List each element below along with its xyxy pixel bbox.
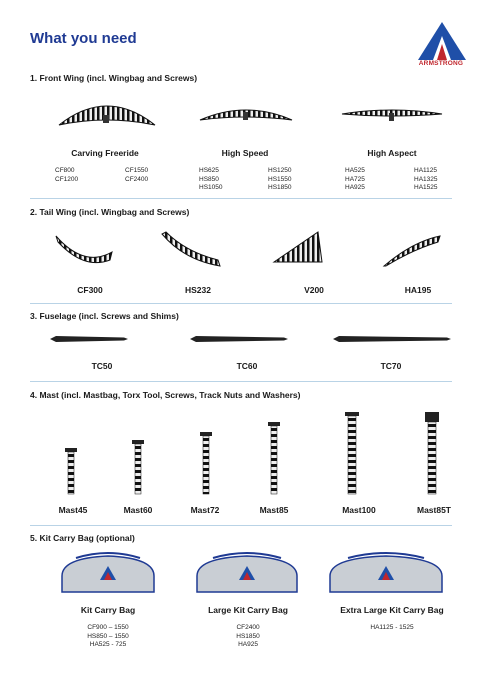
item-mast85t: Mast85T	[416, 505, 451, 515]
mast-85t-image	[425, 412, 439, 494]
large-kit-carry-bag-image	[193, 550, 301, 596]
front-wing-high-aspect-image	[340, 104, 444, 126]
item-tc50: TC50	[91, 361, 113, 371]
front-wing-carving-freeride-image	[57, 93, 157, 133]
item-high-speed: High Speed	[221, 148, 269, 158]
brand-name: ARMSTRONG	[418, 60, 464, 67]
page-title: What you need	[30, 30, 137, 47]
front-wing-high-speed-image	[198, 98, 294, 128]
item-mast72: Mast72	[190, 505, 220, 515]
mast-60-image	[132, 440, 144, 494]
tail-wing-ha195-image	[382, 232, 442, 268]
item-mast45: Mast45	[58, 505, 88, 515]
model-list: HS625 HS850 HS1050	[199, 167, 223, 191]
model-list: CF900 – 1550 HS850 – 1550 HA525 - 725	[87, 624, 129, 648]
mast-85-image	[268, 422, 280, 494]
item-tc60: TC60	[236, 361, 258, 371]
item-kit-carry-bag: Kit Carry Bag	[80, 605, 136, 615]
section-tail-wing-title: 2. Tail Wing (incl. Wingbag and Screws)	[30, 207, 190, 217]
section-mast-title: 4. Mast (incl. Mastbag, Torx Tool, Screws, Track Nuts and Washers)	[30, 390, 301, 400]
item-v200: V200	[304, 285, 324, 295]
mast-100-image	[345, 412, 359, 494]
fuselage-tc60-image	[190, 335, 288, 343]
model-list: HA525 HA725 HA925	[345, 167, 365, 191]
fuselage-tc50-image	[50, 335, 128, 343]
fuselage-tc70-image	[333, 335, 451, 343]
section-kit-carry-bag-title: 5. Kit Carry Bag (optional)	[30, 533, 135, 543]
tail-wing-cf300-image	[54, 230, 114, 266]
section-front-wing-title: 1. Front Wing (incl. Wingbag and Screws)	[30, 73, 198, 83]
item-ha195: HA195	[404, 285, 432, 295]
item-mast60: Mast60	[123, 505, 153, 515]
item-mast85: Mast85	[259, 505, 289, 515]
tail-wing-hs232-image	[160, 230, 222, 270]
item-carving-freeride: Carving Freeride	[71, 148, 139, 158]
item-tc70: TC70	[380, 361, 402, 371]
mast-72-image	[200, 432, 212, 494]
item-hs232: HS232	[185, 285, 211, 295]
model-list: HA1125 HA1325 HA1525	[414, 167, 438, 191]
tail-wing-v200-image	[272, 230, 324, 266]
item-high-aspect: High Aspect	[367, 148, 417, 158]
section-divider	[30, 381, 452, 382]
kit-carry-bag-image	[58, 550, 158, 596]
model-list: HS1250 HS1550 HS1850	[268, 167, 292, 191]
model-list: CF2400 HS1850 HA925	[236, 624, 260, 648]
model-list: HA1125 - 1525	[370, 624, 414, 631]
model-list: CF1550 CF2400	[125, 167, 149, 183]
section-divider	[30, 303, 452, 304]
model-list: CF800 CF1200	[55, 167, 79, 183]
section-fuselage-title: 3. Fuselage (incl. Screws and Shims)	[30, 311, 179, 321]
section-divider	[30, 198, 452, 199]
extra-large-kit-carry-bag-image	[326, 550, 446, 596]
section-divider	[30, 525, 452, 526]
item-mast100: Mast100	[342, 505, 376, 515]
item-cf300: CF300	[77, 285, 103, 295]
item-extra-large-kit-carry-bag: Extra Large Kit Carry Bag	[340, 605, 444, 615]
mast-45-image	[65, 448, 77, 494]
item-large-kit-carry-bag: Large Kit Carry Bag	[208, 605, 288, 615]
